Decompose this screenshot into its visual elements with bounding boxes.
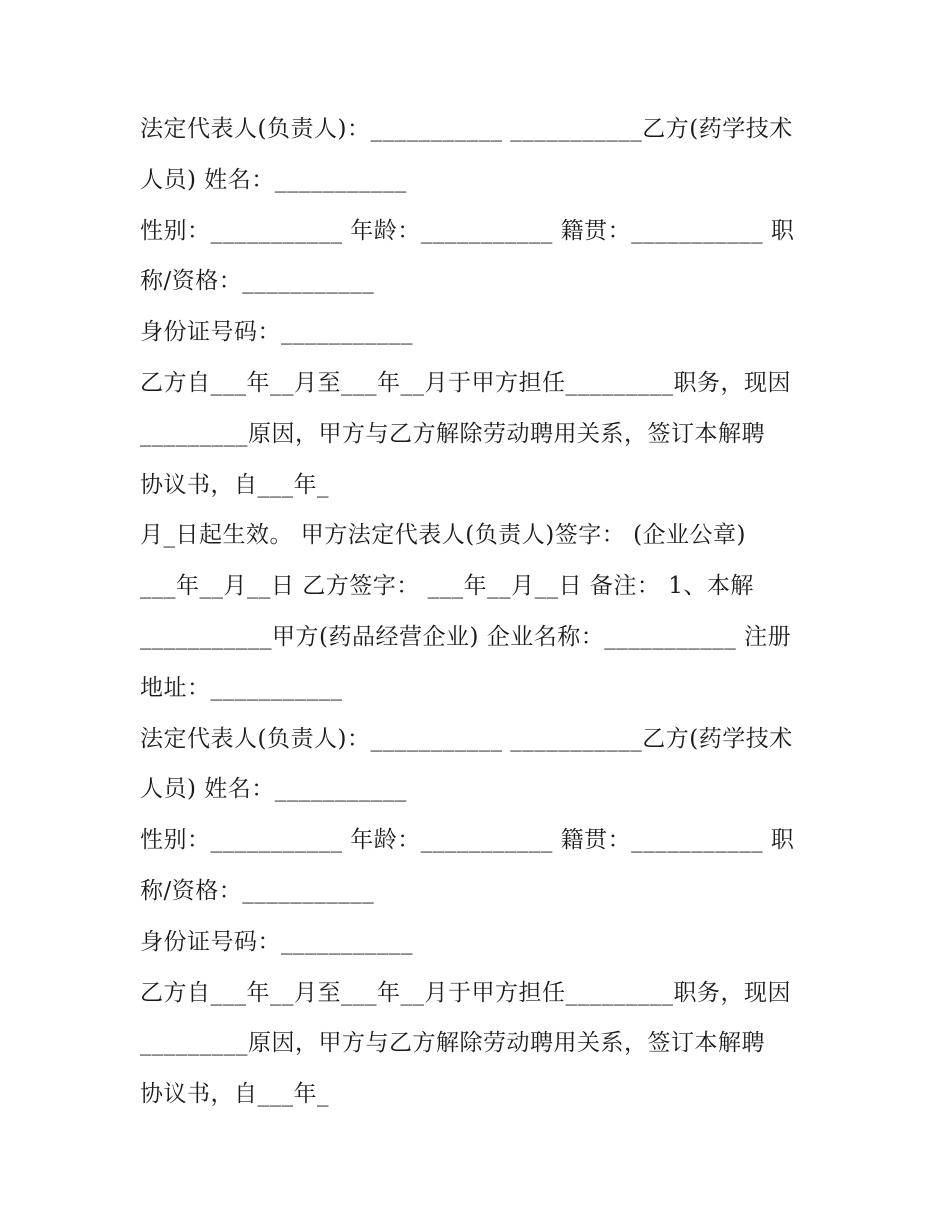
text-line: 月_日起生效。 甲方法定代表人(负责人)签字： (企业公章) — [140, 522, 747, 549]
text-line: 乙方自___年__月至___年__月于甲方担任_________职务，现因 — [140, 979, 791, 1006]
text-line: 称/资格：___________ — [140, 268, 375, 295]
text-line: 性别：___________ 年龄：___________ 籍贯：___________ 职 — [140, 827, 795, 854]
text-line: 法定代表人(负责人)：___________ ___________乙方(药学技术 — [140, 116, 793, 142]
text-line: 乙方自___年__月至___年__月于甲方担任_________职务，现因 — [140, 369, 791, 396]
text-line: _________原因，甲方与乙方解除劳动聘用关系，签订本解聘 — [140, 420, 765, 447]
text-line: 地址：___________ — [140, 674, 343, 701]
text-line: ___________甲方(药品经营企业) 企业名称：___________ 注册 — [140, 623, 792, 650]
text-line: 性别：___________ 年龄：___________ 籍贯：___________ 职 — [140, 217, 795, 244]
text-line: 人员) 姓名：___________ — [140, 166, 407, 193]
document-body — [140, 104, 820, 1120]
text-line: 身份证号码：___________ — [140, 319, 413, 346]
text-line: _________原因，甲方与乙方解除劳动聘用关系，签订本解聘 — [140, 1030, 765, 1057]
text-line: 协议书，自___年_ — [140, 471, 329, 498]
text-line: 称/资格：___________ — [140, 877, 375, 904]
text-line: 人员) 姓名：___________ — [140, 776, 407, 803]
text-line: ___年__月__日 乙方签字： ___年__月__日 备注： 1、本解 — [140, 573, 754, 600]
text-line: 法定代表人(负责人)：___________ ___________乙方(药学技术 — [140, 725, 793, 752]
text-line: 身份证号码：___________ — [140, 928, 413, 955]
text-line: 协议书，自___年_ — [140, 1081, 329, 1108]
